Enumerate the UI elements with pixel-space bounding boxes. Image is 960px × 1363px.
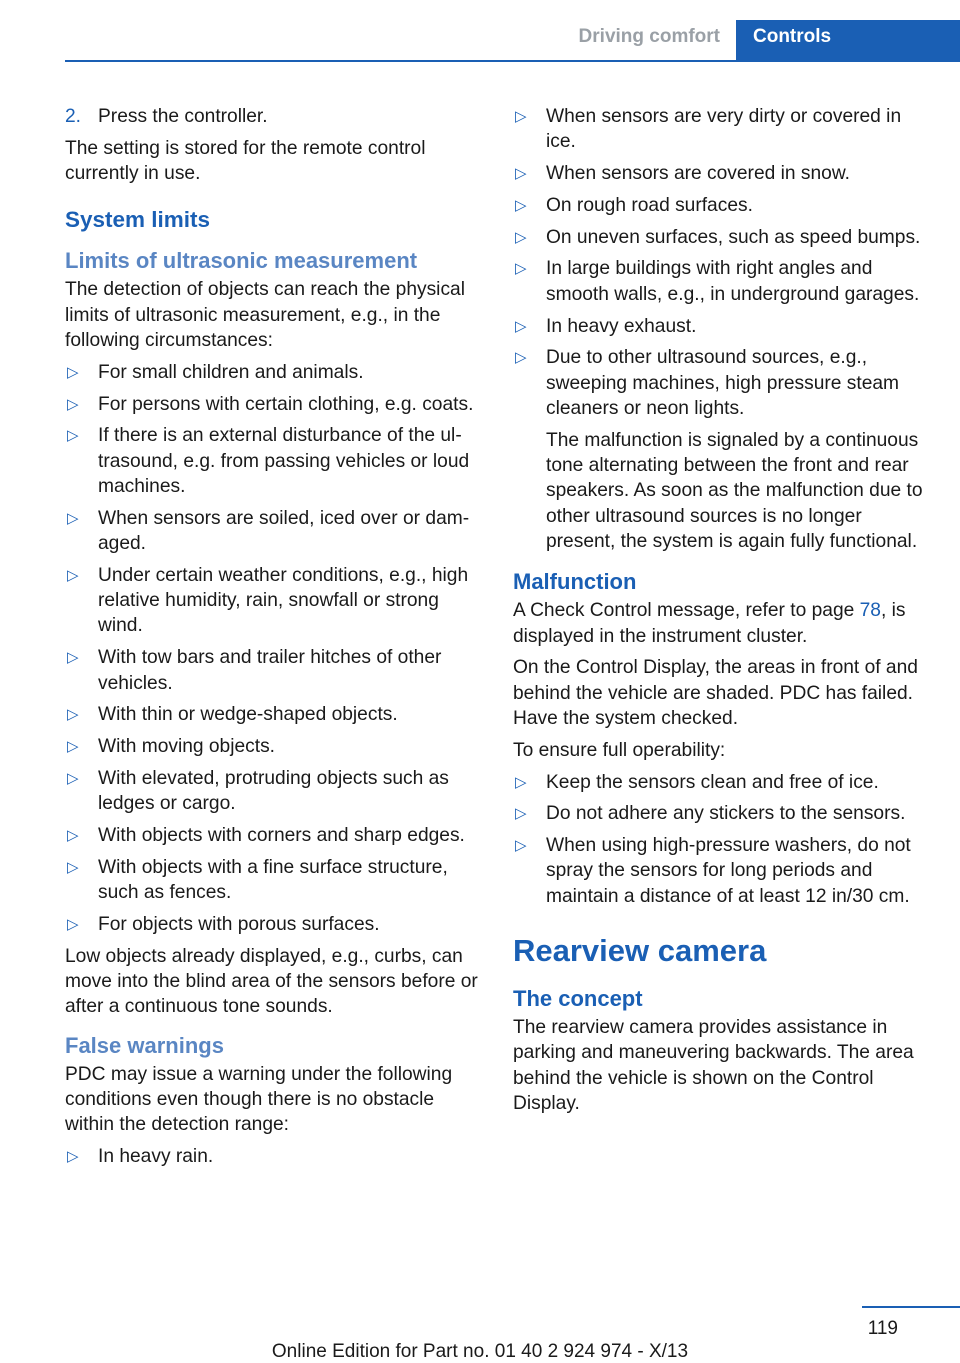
bullet-list-false-warnings: [65, 1144, 485, 1169]
list-item-text: With tow bars and trailer hitches of other vehicles.: [98, 647, 442, 694]
footer-rule: [862, 1306, 960, 1308]
triangle-bullet-icon: ▷: [515, 108, 527, 125]
list-item-text: When sensors are soiled, iced over or damaged.: [98, 507, 470, 555]
list-item: [65, 392, 485, 417]
step-text: Press the controller.: [98, 106, 268, 127]
list-item-text: Do not adhere any stickers to the sensors.: [546, 803, 906, 825]
triangle-bullet-icon: ▷: [515, 317, 527, 335]
bullet-list-limits: [65, 360, 485, 937]
paragraph-control-display: On the Control Display, the areas in front of and behind the vehicle are shaded. PDC has failed. Have the system checked.: [513, 657, 918, 729]
list-item: [513, 770, 931, 795]
page-number: 119: [867, 1318, 898, 1339]
paragraph-intro: The detection of objects can reach the physical limits of ultrasonic measurement, e.g., in the following circumstances:: [65, 279, 465, 351]
list-item-text: With objects with a fine surface structure, such as fences.: [98, 856, 448, 904]
header-chapter-tab: Controls: [736, 20, 960, 62]
header-section-label: Driving comfort: [578, 26, 720, 47]
text-fragment: , is displayed in the instrument cluster.: [513, 600, 906, 647]
list-item: [65, 702, 485, 727]
text-fragment: A Check Control message, refer to page: [513, 600, 860, 622]
list-item-text: Under certain weather conditions, e.g., high relative humidity, rain, snowfall or strong wind.: [98, 564, 469, 637]
list-item: [513, 314, 931, 339]
triangle-bullet-icon: ▷: [67, 827, 79, 845]
list-item-text: When using high-pressure washers, do not spray the sensors for long periods and maintain a distance of at least 12 in/30 cm.: [546, 835, 911, 907]
list-item-text: When sensors are covered in snow.: [546, 163, 850, 185]
list-item-text: For objects with porous surfaces.: [98, 913, 380, 935]
list-item: [513, 801, 931, 826]
heading-malfunction: Malfunction: [513, 569, 637, 595]
edition-footer: Online Edition for Part no. 01 40 2 924 974 - X/13: [271, 1341, 689, 1362]
list-item-text: On rough road surfaces.: [546, 194, 753, 216]
list-item: [65, 1144, 485, 1169]
triangle-bullet-icon: ▷: [67, 395, 79, 413]
triangle-bullet-icon: ▷: [515, 837, 527, 855]
list-item-text: If there is an external disturbance of the ultrasound, e.g. from passing vehicles or loud machines.: [98, 425, 470, 497]
list-item-text: With elevated, protruding objects such as ledges or cargo.: [98, 767, 449, 815]
list-item-text: For persons with certain clothing, e.g. coats.: [98, 393, 474, 415]
heading-limits-ultrasonic: Limits of ultrasonic measurement: [65, 248, 418, 274]
list-item: [513, 104, 931, 155]
list-item-text: When sensors are very dirty or covered in ice.: [546, 106, 902, 153]
list-item: [65, 912, 485, 937]
list-item-text: On uneven surfaces, such as speed bumps.: [546, 226, 921, 248]
list-item: [65, 766, 485, 817]
list-item: [513, 225, 931, 250]
triangle-bullet-icon: ▷: [67, 649, 79, 667]
triangle-bullet-icon: ▷: [515, 349, 527, 367]
triangle-bullet-icon: ▷: [67, 566, 79, 584]
step-item: [65, 104, 485, 129]
list-item-text: In heavy exhaust.: [546, 315, 697, 337]
right-column: [513, 104, 931, 1123]
list-item-text: For small children and animals.: [98, 361, 364, 383]
paragraph-false-warnings: PDC may issue a warning under the following conditions even though there is no obstacle within the detection range:: [65, 1063, 453, 1136]
list-item: [513, 345, 931, 554]
heading-rearview-camera: Rearview camera: [513, 933, 767, 969]
list-item: [65, 823, 485, 848]
list-item: [65, 563, 485, 639]
triangle-bullet-icon: ▷: [67, 1148, 79, 1165]
paragraph-setting-stored: The setting is stored for the remote control currently in use.: [65, 137, 426, 185]
paragraph-full-operability: To ensure full operability:: [513, 739, 726, 761]
list-item-text: With thin or wedge-shaped objects.: [98, 704, 398, 726]
heading-the-concept: The concept: [513, 986, 643, 1012]
triangle-bullet-icon: ▷: [515, 165, 527, 183]
bullet-list-operability: [513, 770, 931, 909]
step-number: 2.: [65, 106, 82, 127]
heading-false-warnings: False warnings: [65, 1032, 224, 1058]
list-item: [65, 506, 485, 557]
list-item: [65, 423, 485, 499]
triangle-bullet-icon: ▷: [67, 706, 79, 724]
paragraph-check-control: [513, 598, 931, 649]
list-item-text: Due to other ultrasound sources, e.g., sweeping machines, high pressure steam cleaners or neon lights.: [546, 347, 900, 419]
list-item: [65, 645, 485, 696]
left-column: [65, 104, 485, 1176]
list-item-text: With moving objects.: [98, 736, 276, 758]
list-item-text: In heavy rain.: [98, 1146, 214, 1167]
triangle-bullet-icon: ▷: [67, 509, 79, 527]
triangle-bullet-icon: ▷: [67, 427, 79, 445]
list-item: [65, 855, 485, 906]
list-item-text: Keep the sensors clean and free of ice.: [546, 771, 879, 793]
triangle-bullet-icon: ▷: [515, 260, 527, 278]
triangle-bullet-icon: ▷: [515, 805, 527, 823]
list-item: [65, 360, 485, 385]
triangle-bullet-icon: ▷: [67, 738, 79, 756]
list-item-subparagraph: The malfunction is signaled by a continuous tone alternating between the front and rear speakers. As soon as the malfunction due to other ultrasound sources is no longer present, the system is again fully functional.: [546, 429, 923, 552]
triangle-bullet-icon: ▷: [67, 363, 79, 381]
paragraph-concept: The rearview camera provides assistance in parking and maneuvering backwards. The area behind the vehicle is shown on the Control Display.: [513, 1017, 914, 1114]
page-link[interactable]: 78: [859, 600, 881, 622]
triangle-bullet-icon: ▷: [67, 769, 79, 787]
list-item: [65, 734, 485, 759]
list-item-text: With objects with corners and sharp edges.: [98, 825, 465, 847]
triangle-bullet-icon: ▷: [515, 196, 527, 214]
heading-system-limits: System limits: [65, 207, 211, 233]
bullet-list-false-warnings-cont: [513, 104, 931, 554]
page-header: [0, 0, 960, 62]
list-item: [513, 833, 931, 909]
triangle-bullet-icon: ▷: [515, 773, 527, 791]
list-item: [513, 161, 931, 186]
paragraph-low-objects: Low objects already displayed, e.g., curbs, can move into the blind area of the sensors before or after a continuous tone sounds.: [65, 945, 478, 1018]
list-item-text: In large buildings with right angles and smooth walls, e.g., in underground garages.: [546, 258, 920, 305]
triangle-bullet-icon: ▷: [515, 228, 527, 246]
triangle-bullet-icon: ▷: [67, 915, 79, 933]
list-item: [513, 256, 931, 307]
triangle-bullet-icon: ▷: [67, 858, 79, 876]
list-item: [513, 193, 931, 218]
header-rule: [65, 60, 960, 62]
